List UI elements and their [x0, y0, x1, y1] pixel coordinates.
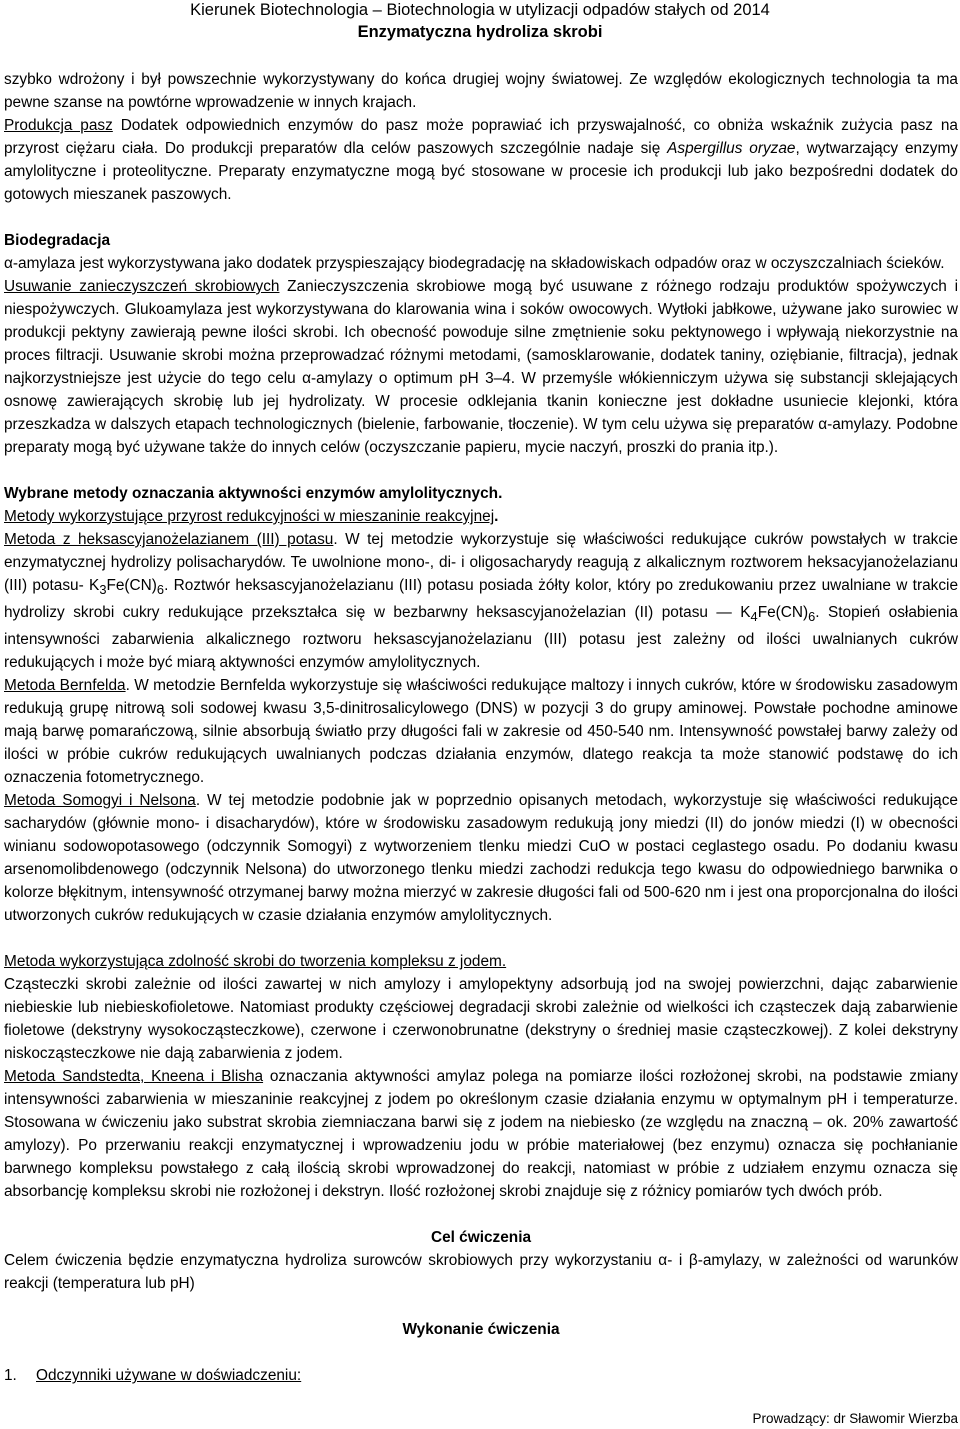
starch-removal-label: Usuwanie zanieczyszczeń skrobiowych	[4, 278, 280, 295]
page-footer: Prowadzący: dr Sławomir Wierzba	[752, 1411, 958, 1426]
iodine-method-heading: Metoda wykorzystująca zdolność skrobi do tworzenia kompleksu z jodem.	[4, 953, 507, 971]
list-item	[4, 1364, 958, 1387]
paragraph-starch-removal	[4, 275, 958, 459]
method-somogyi-nelson-label: Metoda Somogyi i Nelsona	[4, 792, 196, 810]
header-subtitle: Enzymatyczna hydroliza skrobi	[357, 23, 603, 41]
iodine-method-text: Cząsteczki skrobi zależnie od ilości zawartej w nich amylozy i amylopektyny adsorbują jod na swojej powierzchni, dając zabarwienie niebieskie lub niebieskofioletowe. Natomiast produkty częściowej degradacji skrobi zależnie od wielkości ich cząsteczek dają zabarwienie fioletowe (dekstryny wysokocząsteczkowe), czerwone i czerwonobrunatne (dekstryny o średniej masie cząsteczkowej). Z kolei dekstryny niskocząsteczkowe nie dają zabarwienia z jodem.	[4, 976, 958, 1063]
method-ferricyanide-label: Metoda z heksascyjanożelazianem (III) potasu	[4, 531, 334, 548]
feed-production-label: Produkcja pasz	[4, 117, 113, 134]
list-item-number: 1.	[4, 1367, 17, 1385]
method-bernfeld-label: Metoda Bernfelda	[4, 677, 126, 695]
biodegradation-heading: Biodegradacja	[4, 232, 111, 249]
feed-production-text-2: , wytwarzający enzymy amylolityczne i proteolityczne. Preparaty enzymatyczne mogą być stosowane w procesie ich produkcji lub jako bezpośredni dodatek do gotowych mieszanek paszowych.	[4, 140, 958, 203]
starch-removal-text: Zanieczyszczenia skrobiowe mogą być usuwane z różnego rodzaju produktów spożywczych i niespożywczych. Glukoamylaza jest wykorzystywana do klarowania wina i soków owocowych. Wytłoki jabłkowe, używane jako surowiec w produkcji pektyny zawierają pewne ilości skrobi. Ich obecność powoduje silne zmętnienie soku pektynowego i wpływają niekorzystnie na proces filtracji. Usuwanie skrobi można przeprowadzać różnymi metodami, (samosklarowanie, dodatek taniny, oziębianie, filtracja), jednak najkorzystniejsze jest użycie do tego celu α-amylazy o optimum pH 3–4. W przemyśle włókienniczym używa się substancji sklejających osnowę zawierających skrobię lub jej hydrolizaty. W procesie odklejania tkanin konieczne jest dokładne usuniecie klejonki, która przeszkadza w dalszych etapach technologicznych (bielenie, farbowanie, tłoczenie). W tym celu używa się preparatów α-amylazy. Podobne preparaty mogą być używane także do innych celów (oczyszczanie papieru, mycie naczyń, proszki do prania itp.).	[4, 278, 958, 456]
species-name: Aspergillus oryzae	[667, 140, 796, 157]
method-somogyi-nelson: Metoda Somogyi i Nelsona. W tej metodzie podobnie jak w poprzednio opisanych metodach, wykorzystuje się właściwości redukujące sacharydów (głównie mono- i disacharydów), które w środowisku zasadowym redukują jony miedzi (II) do jonów miedzi (I) w obecności winianu sodowopotasowego (odczynnik Somogyi) z wytworzeniem tlenku miedzi CuO w postaci ceglastego osadu. Po dodaniu kwasu arsenomolibdenowego (odczynnik Nelsona) do utworzonego tlenku miedzi zachodzi redukcja tego kwasu do odpowiedniego barwnika o kolorze błękitnym, intensywność otrzymanej barwy można mierzyć w zakresie długości fali od 500-620 nm i jest ona proporcjonalna do ilości utworzonych cukrów redukujących w czasie działania enzymów amylolitycznych.	[4, 792, 958, 925]
list-item-text: Odczynniki używane w doświadczeniu:	[36, 1367, 302, 1385]
paragraph-feed-production	[4, 114, 958, 206]
goal-text: Celem ćwiczenia będzie enzymatyczna hydroliza surowców skrobiowych przy wykorzystaniu α- i β-amylazy, w zależności od warunków reakcji (temperatura lub pH)	[4, 1252, 958, 1293]
methods-heading: Wybrane metody oznaczania aktywności enzymów amylolitycznych.	[4, 485, 503, 502]
methods-subheading: Metody wykorzystujące przyrost redukcyjności w mieszaninie reakcyjnej.	[4, 508, 499, 525]
document-body	[4, 68, 958, 1387]
method-sandstedt: Metoda Sandstedta, Kneena i Blisha oznaczania aktywności amylaz polega na pomiarze ilości rozłożonej skrobi, na podstawie zmiany intensywności zabarwienia w mieszaninie reakcyjnej z jodem po określonym czasie działania enzymu w optymalnym pH i temperaturze. Stosowana w ćwiczeniu jako substrat skrobia ziemniaczana barwi się z jodem na niebiesko (ze względu na znaczną – ok. 20% zawartość amylozy). Po przerwaniu reakcji enzymatycznej i wprowadzeniu jodu w próbie materiałowej (bez enzymu) oznacza się pochłanianie barwnego kompleksu powstałego z całą ilością skrobi wprowadzonej do reakcji, natomiast w próbie z udziałem enzymu oznacza się absorbancję kompleksu skrobi nie rozłożonej i dekstryn. Ilość rozłożonej skrobi znajduje się z różnicy pomiarów tych dwóch prób.	[4, 1068, 958, 1201]
method-sandstedt-label: Metoda Sandstedta, Kneena i Blisha	[4, 1068, 264, 1086]
method-bernfeld: Metoda Bernfelda. W metodzie Bernfelda wykorzystuje się właściwości redukujące maltozy i innych cukrów, które w środowisku zasadowym redukują grupę nitrową soli sodowej kwasu 3,5-dinitrosalicylowego (DNS) w pozycji 3 do grupy aminowej. Powstałe pochodne aminowe mają barwę pomarańczową, silnie absorbują światło przy długości fali w zakresie od 450-540 nm. Intensywność powstałej barwy zależy od ilości w próbie cukrów redukujących uwalnianych podczas działania enzymów, dlatego reakcja ta może stanowić podstawę do ich oznaczenia fotometrycznego.	[4, 677, 959, 787]
header-title: Kierunek Biotechnologia – Biotechnologia w utylizacji odpadów stałych od 2014	[190, 1, 770, 19]
procedure-heading: Wykonanie ćwiczenia	[402, 1321, 560, 1339]
method-ferricyanide: Metoda z heksascyjanożelazianem (III) potasu. W tej metodzie wykorzystuje się właściwości redukujące cukrów powstałych w trakcie enzymatycznej hydrolizy polisacharydów. Te uwolnione mono-, di- i oligosacharydy reagują z alkalicznym roztworem heksacyjanożelazianu (III) potasu- $K_3Fe(CN)_6$. Roztwór heksascyjanożelazianu (III) potasu posiada żółty kolor, który po zredukowaniu przez uwalniane w trakcie hydrolizy skrobi cukry redukujące przekształca się w bezbarwny heksascyjanożelazian (II) potasu — $K_4Fe(CN)_6$. Stopień osłabienia intensywności zabarwienia alkalicznego roztworu heksascyjanożelazianu (III) potasu jest zależny od ilości uwalnianych cukrów redukujących i może być miarą aktywności enzymów amylolitycznych.	[4, 531, 959, 672]
methods-subheading-text: Metody wykorzystujące przyrost redukcyjności w mieszaninie reakcyjnej	[4, 508, 495, 525]
paragraph-intro: szybko wdrożony i był powszechnie wykorzystywany do końca drugiej wojny światowej. Ze względów ekologicznych technologia ta ma pewne szanse na powtórne wprowadzenie w innych krajach.	[4, 71, 958, 111]
goal-heading: Cel ćwiczenia	[430, 1229, 532, 1247]
biodegradation-text: α-amylaza jest wykorzystywana jako dodatek przyspieszający biodegradację na składowiskach odpadów oraz w oczyszczalniach ścieków.	[4, 255, 945, 272]
feed-production-text-1: Dodatek odpowiednich enzymów do pasz może poprawiać ich przyswajalność, co obniża wskaźnik zużycia pasz na przyrost ciężaru ciała. Do produkcji preparatów dla celów paszowych szczególnie nadaje się	[4, 117, 958, 157]
